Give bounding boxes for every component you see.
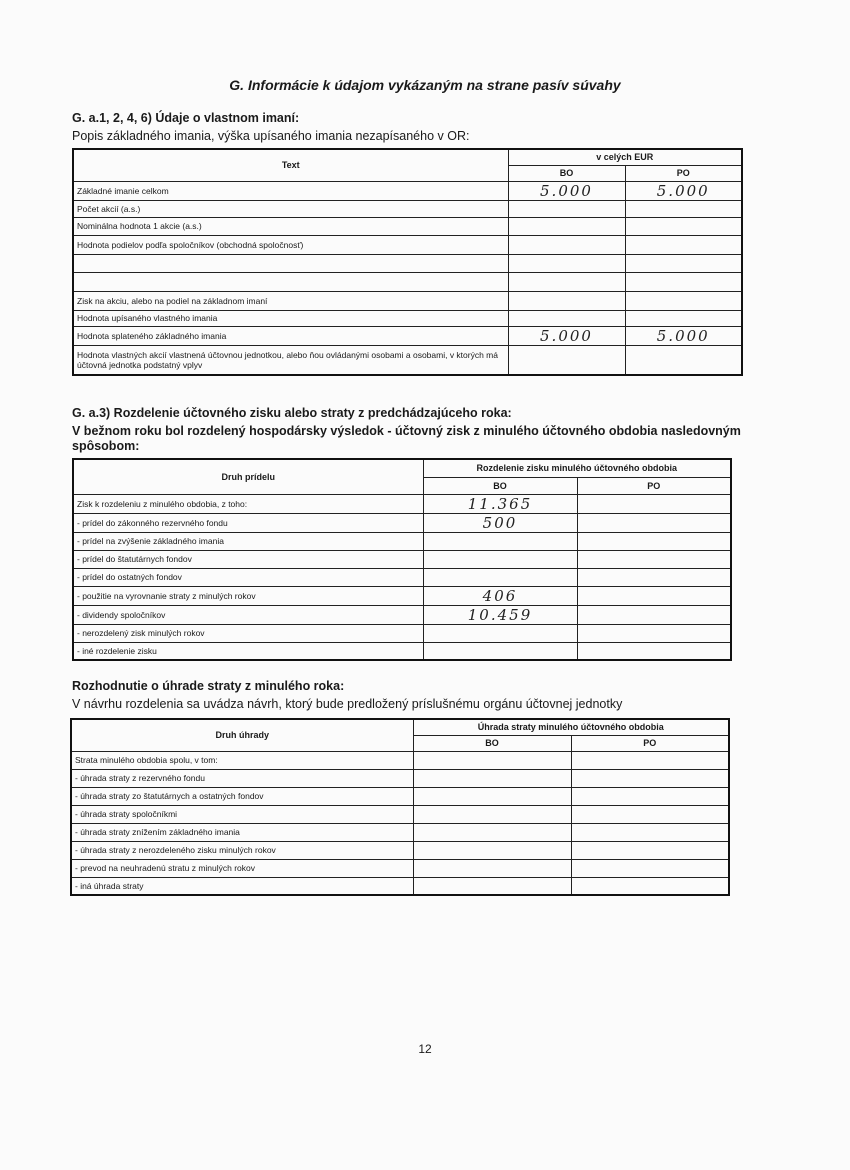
section-c-subtitle: V návrhu rozdelenia sa uvádza návrh, ktorý bude predložený príslušnému orgánu účtovnej jednotky: [72, 697, 623, 711]
equity-row-po-value: [625, 254, 742, 272]
equity-row-bo-value: [508, 291, 625, 310]
loss-row-po-value: [571, 787, 729, 805]
equity-header-text: Text: [73, 149, 508, 181]
equity-row-po-value: [625, 200, 742, 217]
loss-row: [71, 859, 729, 877]
loss-row-bo-value: [413, 823, 571, 841]
page-number: 12: [418, 1042, 432, 1056]
equity-row-label: Počet akcií (a.s.): [73, 200, 508, 217]
profit-row-po-value: [577, 642, 731, 660]
profit-row-po-value: [577, 568, 731, 586]
equity-row-bo-value: 5.000: [508, 326, 625, 345]
equity-row-bo-value: [508, 217, 625, 235]
profit-row-label: Zisk k rozdeleniu z minulého obdobia, z toho:: [73, 494, 423, 513]
equity-table: [72, 148, 743, 376]
profit-row: [73, 605, 731, 624]
equity-row: [73, 326, 742, 345]
profit-row: [73, 624, 731, 642]
equity-row-po-value: [625, 217, 742, 235]
loss-row-po-value: [571, 859, 729, 877]
profit-row-bo-value: 10.459: [423, 605, 577, 624]
loss-row-label: - úhrada straty spoločníkmi: [71, 805, 413, 823]
loss-row: [71, 823, 729, 841]
profit-row-po-value: [577, 513, 731, 532]
equity-row-po-value: [625, 272, 742, 291]
profit-row-label: - dividendy spoločníkov: [73, 605, 423, 624]
profit-row-bo-value: [423, 642, 577, 660]
profit-row-label: - prídel do zákonného rezervného fondu: [73, 513, 423, 532]
profit-row: [73, 532, 731, 550]
profit-row: [73, 494, 731, 513]
loss-row-bo-value: [413, 769, 571, 787]
loss-row-label: - úhrada straty zo štatutárnych a ostatných fondov: [71, 787, 413, 805]
loss-col-po: PO: [571, 735, 729, 751]
loss-coverage-table: [70, 718, 730, 896]
section-c-heading: Rozhodnutie o úhrade straty z minulého roka:: [72, 679, 345, 693]
profit-row-bo-value: [423, 568, 577, 586]
loss-row-label: Strata minulého obdobia spolu, v tom:: [71, 751, 413, 769]
equity-row-label: Hodnota upísaného vlastného imania: [73, 310, 508, 326]
equity-row-label: Nominálna hodnota 1 akcie (a.s.): [73, 217, 508, 235]
equity-row-bo-value: [508, 235, 625, 254]
equity-row: [73, 272, 742, 291]
equity-row-label: Základné imanie celkom: [73, 181, 508, 200]
equity-row: [73, 345, 742, 375]
profit-row-po-value: [577, 550, 731, 568]
loss-row-bo-value: [413, 841, 571, 859]
equity-col-bo: BO: [508, 165, 625, 181]
profit-row-label: - prídel do štatutárnych fondov: [73, 550, 423, 568]
loss-row: [71, 805, 729, 823]
profit-row-bo-value: [423, 624, 577, 642]
loss-row-label: - prevod na neuhradenú stratu z minulých rokov: [71, 859, 413, 877]
equity-row: [73, 217, 742, 235]
profit-row: [73, 586, 731, 605]
profit-row-bo-value: 11.365: [423, 494, 577, 513]
profit-header-text: Druh prídelu: [73, 459, 423, 494]
profit-row-po-value: [577, 624, 731, 642]
equity-row-po-value: 5.000: [625, 181, 742, 200]
loss-row-bo-value: [413, 877, 571, 895]
section-b-subheading: V bežnom roku bol rozdelený hospodársky výsledok - účtovný zisk z minulého účtovného obdobia nasledovným spôsobom:: [72, 424, 741, 453]
equity-row-po-value: 5.000: [625, 326, 742, 345]
profit-row-po-value: [577, 586, 731, 605]
loss-row: [71, 751, 729, 769]
equity-header-group: v celých EUR: [508, 149, 742, 165]
equity-row-label: Zisk na akciu, alebo na podiel na základnom imaní: [73, 291, 508, 310]
profit-col-po: PO: [577, 477, 731, 494]
section-b-heading: G. a.3) Rozdelenie účtovného zisku alebo straty z predchádzajúceho roka:: [72, 406, 512, 420]
profit-row: [73, 568, 731, 586]
equity-row-label: Hodnota splateného základného imania: [73, 326, 508, 345]
profit-row-label: - použitie na vyrovnanie straty z minulých rokov: [73, 586, 423, 605]
section-a-heading: G. a.1, 2, 4, 6) Údaje o vlastnom imaní:: [72, 111, 300, 125]
loss-header-text: Druh úhrady: [71, 719, 413, 751]
profit-row: [73, 642, 731, 660]
equity-row-po-value: [625, 291, 742, 310]
equity-row-bo-value: [508, 254, 625, 272]
loss-row-bo-value: [413, 787, 571, 805]
loss-row-label: - úhrada straty z rezervného fondu: [71, 769, 413, 787]
equity-row-label: Hodnota vlastných akcií vlastnená účtovnou jednotkou, alebo ňou ovládanými osobami a osobami, v ktorých má účtovná jednotka podstatný vplyv: [73, 345, 508, 375]
equity-row: [73, 291, 742, 310]
equity-row: [73, 200, 742, 217]
profit-row-bo-value: [423, 550, 577, 568]
loss-row-label: - úhrada straty z nerozdeleného zisku minulých rokov: [71, 841, 413, 859]
equity-row-po-value: [625, 345, 742, 375]
loss-row-bo-value: [413, 859, 571, 877]
profit-row-label: - prídel do ostatných fondov: [73, 568, 423, 586]
loss-row-po-value: [571, 877, 729, 895]
section-a-subtitle: Popis základného imania, výška upísaného imania nezapísaného v OR:: [72, 129, 470, 143]
equity-row-po-value: [625, 235, 742, 254]
profit-row: [73, 513, 731, 532]
loss-row-po-value: [571, 769, 729, 787]
equity-row-bo-value: [508, 200, 625, 217]
loss-row-po-value: [571, 823, 729, 841]
loss-row: [71, 841, 729, 859]
profit-col-bo: BO: [423, 477, 577, 494]
profit-row-bo-value: 406: [423, 586, 577, 605]
loss-row-bo-value: [413, 805, 571, 823]
equity-row-bo-value: [508, 310, 625, 326]
loss-row-po-value: [571, 805, 729, 823]
equity-row-po-value: [625, 310, 742, 326]
loss-row: [71, 877, 729, 895]
loss-row-label: - úhrada straty znížením základného imania: [71, 823, 413, 841]
profit-row-label: - prídel na zvýšenie základného imania: [73, 532, 423, 550]
equity-row-label: [73, 272, 508, 291]
loss-row: [71, 769, 729, 787]
equity-row: [73, 235, 742, 254]
equity-row-bo-value: [508, 272, 625, 291]
profit-row-po-value: [577, 494, 731, 513]
loss-row: [71, 787, 729, 805]
loss-row-label: - iná úhrada straty: [71, 877, 413, 895]
equity-row: [73, 310, 742, 326]
loss-col-bo: BO: [413, 735, 571, 751]
loss-row-po-value: [571, 841, 729, 859]
page-title: G. Informácie k údajom vykázaným na strane pasív súvahy: [229, 77, 621, 93]
equity-row: [73, 181, 742, 200]
profit-row: [73, 550, 731, 568]
profit-header-group: Rozdelenie zisku minulého účtovného obdobia: [423, 459, 731, 477]
equity-row-bo-value: [508, 345, 625, 375]
equity-col-po: PO: [625, 165, 742, 181]
loss-header-group: Úhrada straty minulého účtovného obdobia: [413, 719, 729, 735]
equity-row-label: Hodnota podielov podľa spoločníkov (obchodná spoločnosť): [73, 235, 508, 254]
equity-row: [73, 254, 742, 272]
profit-row-label: - iné rozdelenie zisku: [73, 642, 423, 660]
profit-row-bo-value: [423, 532, 577, 550]
loss-row-po-value: [571, 751, 729, 769]
profit-row-po-value: [577, 605, 731, 624]
profit-row-bo-value: 500: [423, 513, 577, 532]
profit-row-label: - nerozdelený zisk minulých rokov: [73, 624, 423, 642]
equity-row-label: [73, 254, 508, 272]
profit-distribution-table: [72, 458, 732, 661]
loss-row-bo-value: [413, 751, 571, 769]
profit-row-po-value: [577, 532, 731, 550]
equity-row-bo-value: 5.000: [508, 181, 625, 200]
